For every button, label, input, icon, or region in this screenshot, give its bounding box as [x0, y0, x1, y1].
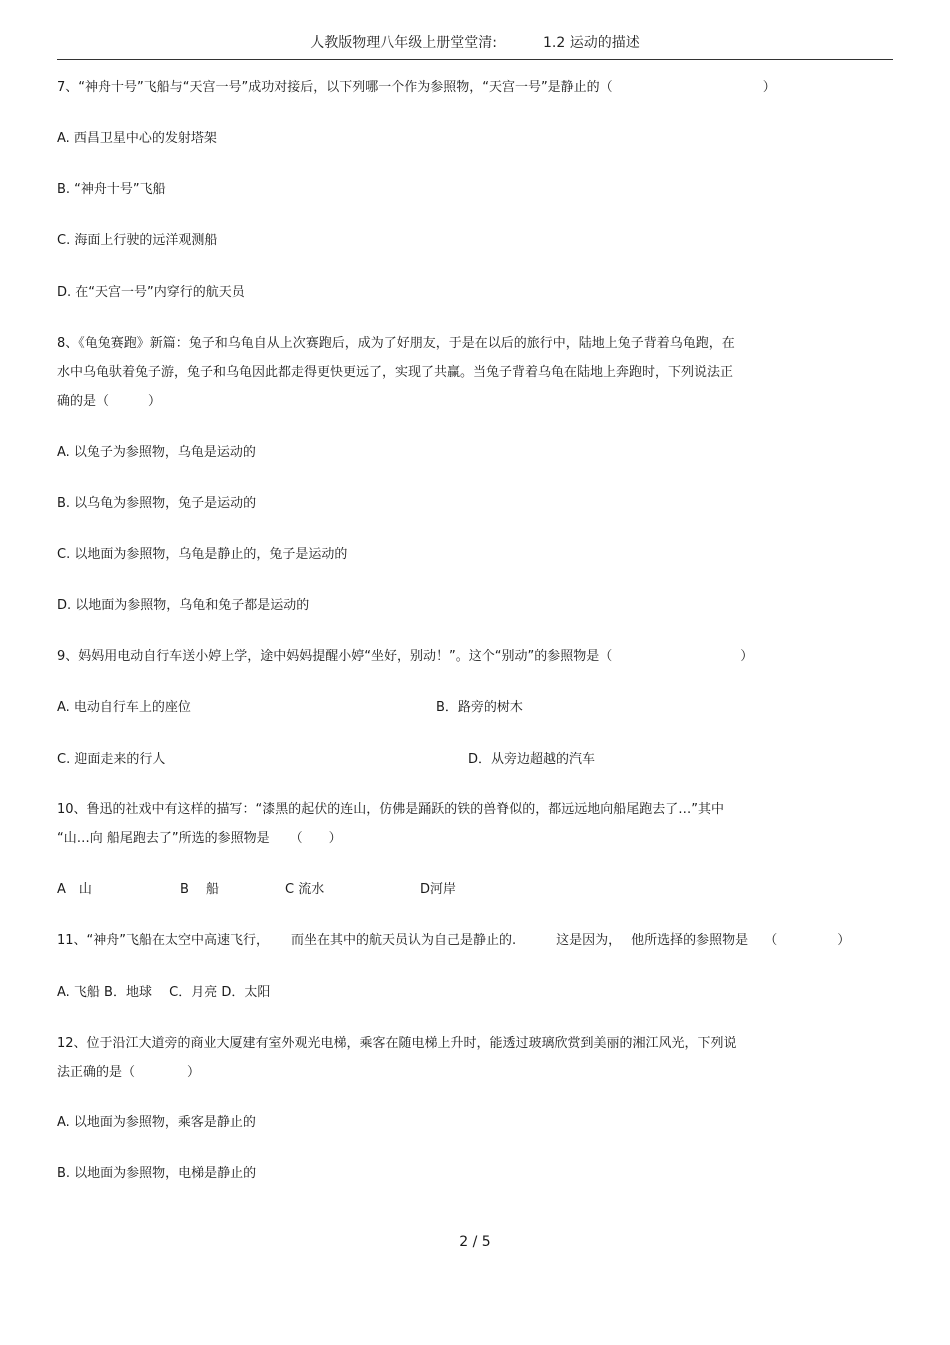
question-10-option-d: D河岸: [420, 882, 457, 897]
question-8-option-d: D. 以地面为参照物，乌龟和兔子都是运动的: [57, 598, 310, 613]
question-7-option-b: B. “神舟十号”飞船: [57, 182, 166, 197]
question-9-option-b: B．路旁的树木: [436, 700, 523, 715]
question-8-stem-line-2: 水中乌龟驮着兔子游，兔子和乌龟因此都走得更快更远了，实现了共赢。当兔子背着乌龟在陆地上奔跑时，下列说法正: [57, 365, 734, 380]
question-7-option-d: D. 在“天宫一号”内穿行的航天员: [57, 285, 245, 300]
question-7-option-a: A. 西昌卫星中心的发射塔架: [57, 131, 217, 146]
question-7-option-c: C. 海面上行驶的远洋观测船: [57, 233, 218, 248]
header-title: 人教版物理八年级上册堂堂清:: [310, 35, 497, 51]
question-11-stem: 11、“神舟”飞船在太空中高速飞行， 而坐在其中的航天员认为自己是静止的. 这是因为， 他所选择的参照物是 （ ）: [57, 933, 851, 948]
question-9-stem: 9、妈妈用电动自行车送小婷上学，途中妈妈提醒小婷“坐好，别动！”。这个“别动”的参照物是（ ）: [57, 649, 754, 664]
question-8-stem-line-1: 8、《龟兔赛跑》新篇：兔子和乌龟自从上次赛跑后，成为了好朋友，于是在以后的旅行中，陆地上兔子背着乌龟跑，在: [57, 336, 735, 351]
question-8-option-a: A. 以兔子为参照物，乌龟是运动的: [57, 445, 256, 460]
question-7-stem: 7、“神舟十号”飞船与“天宫一号”成功对接后，以下列哪一个作为参照物，“天宫一号”是静止的（ ）: [57, 80, 776, 95]
question-8-stem-line-3: 确的是（ ）: [57, 394, 162, 409]
question-10-stem-line-1: 10、鲁迅的社戏中有这样的描写：“漆黑的起伏的连山，仿佛是踊跃的铁的兽脊似的，都远远地向船尾跑去了…”其中: [57, 802, 725, 817]
question-9-option-c: C. 迎面走来的行人: [57, 752, 166, 767]
question-8-option-c: C. 以地面为参照物，乌龟是静止的，兔子是运动的: [57, 547, 348, 562]
header-divider: [57, 59, 893, 60]
question-12-option-b: B. 以地面为参照物，电梯是静止的: [57, 1166, 257, 1181]
page-number: 2 / 5: [459, 1234, 491, 1250]
question-10-stem-line-2: “山…向 船尾跑去了”所选的参照物是 （ ）: [57, 831, 342, 846]
question-10-option-b: B 船: [180, 882, 220, 897]
question-10-option-c: C 流水: [285, 882, 325, 897]
question-12-option-a: A. 以地面为参照物，乘客是静止的: [57, 1115, 256, 1130]
question-9-option-d: D．从旁边超越的汽车: [468, 752, 596, 767]
page-header: [0, 33, 950, 53]
question-12-stem-line-1: 12、位于沿江大道旁的商业大厦建有室外观光电梯，乘客在随电梯上升时，能透过玻璃欣赏到美丽的湘江风光，下列说: [57, 1036, 737, 1051]
question-9-option-a: A. 电动自行车上的座位: [57, 700, 191, 715]
question-12-stem-line-2: 法正确的是（ ）: [57, 1065, 201, 1080]
question-10-option-a: A 山: [57, 882, 92, 897]
header-section: 1.2 运动的描述: [543, 35, 640, 51]
question-11-options: A. 飞船 B．地球 C．月亮 D．太阳: [57, 985, 271, 1000]
question-8-option-b: B. 以乌龟为参照物，兔子是运动的: [57, 496, 257, 511]
